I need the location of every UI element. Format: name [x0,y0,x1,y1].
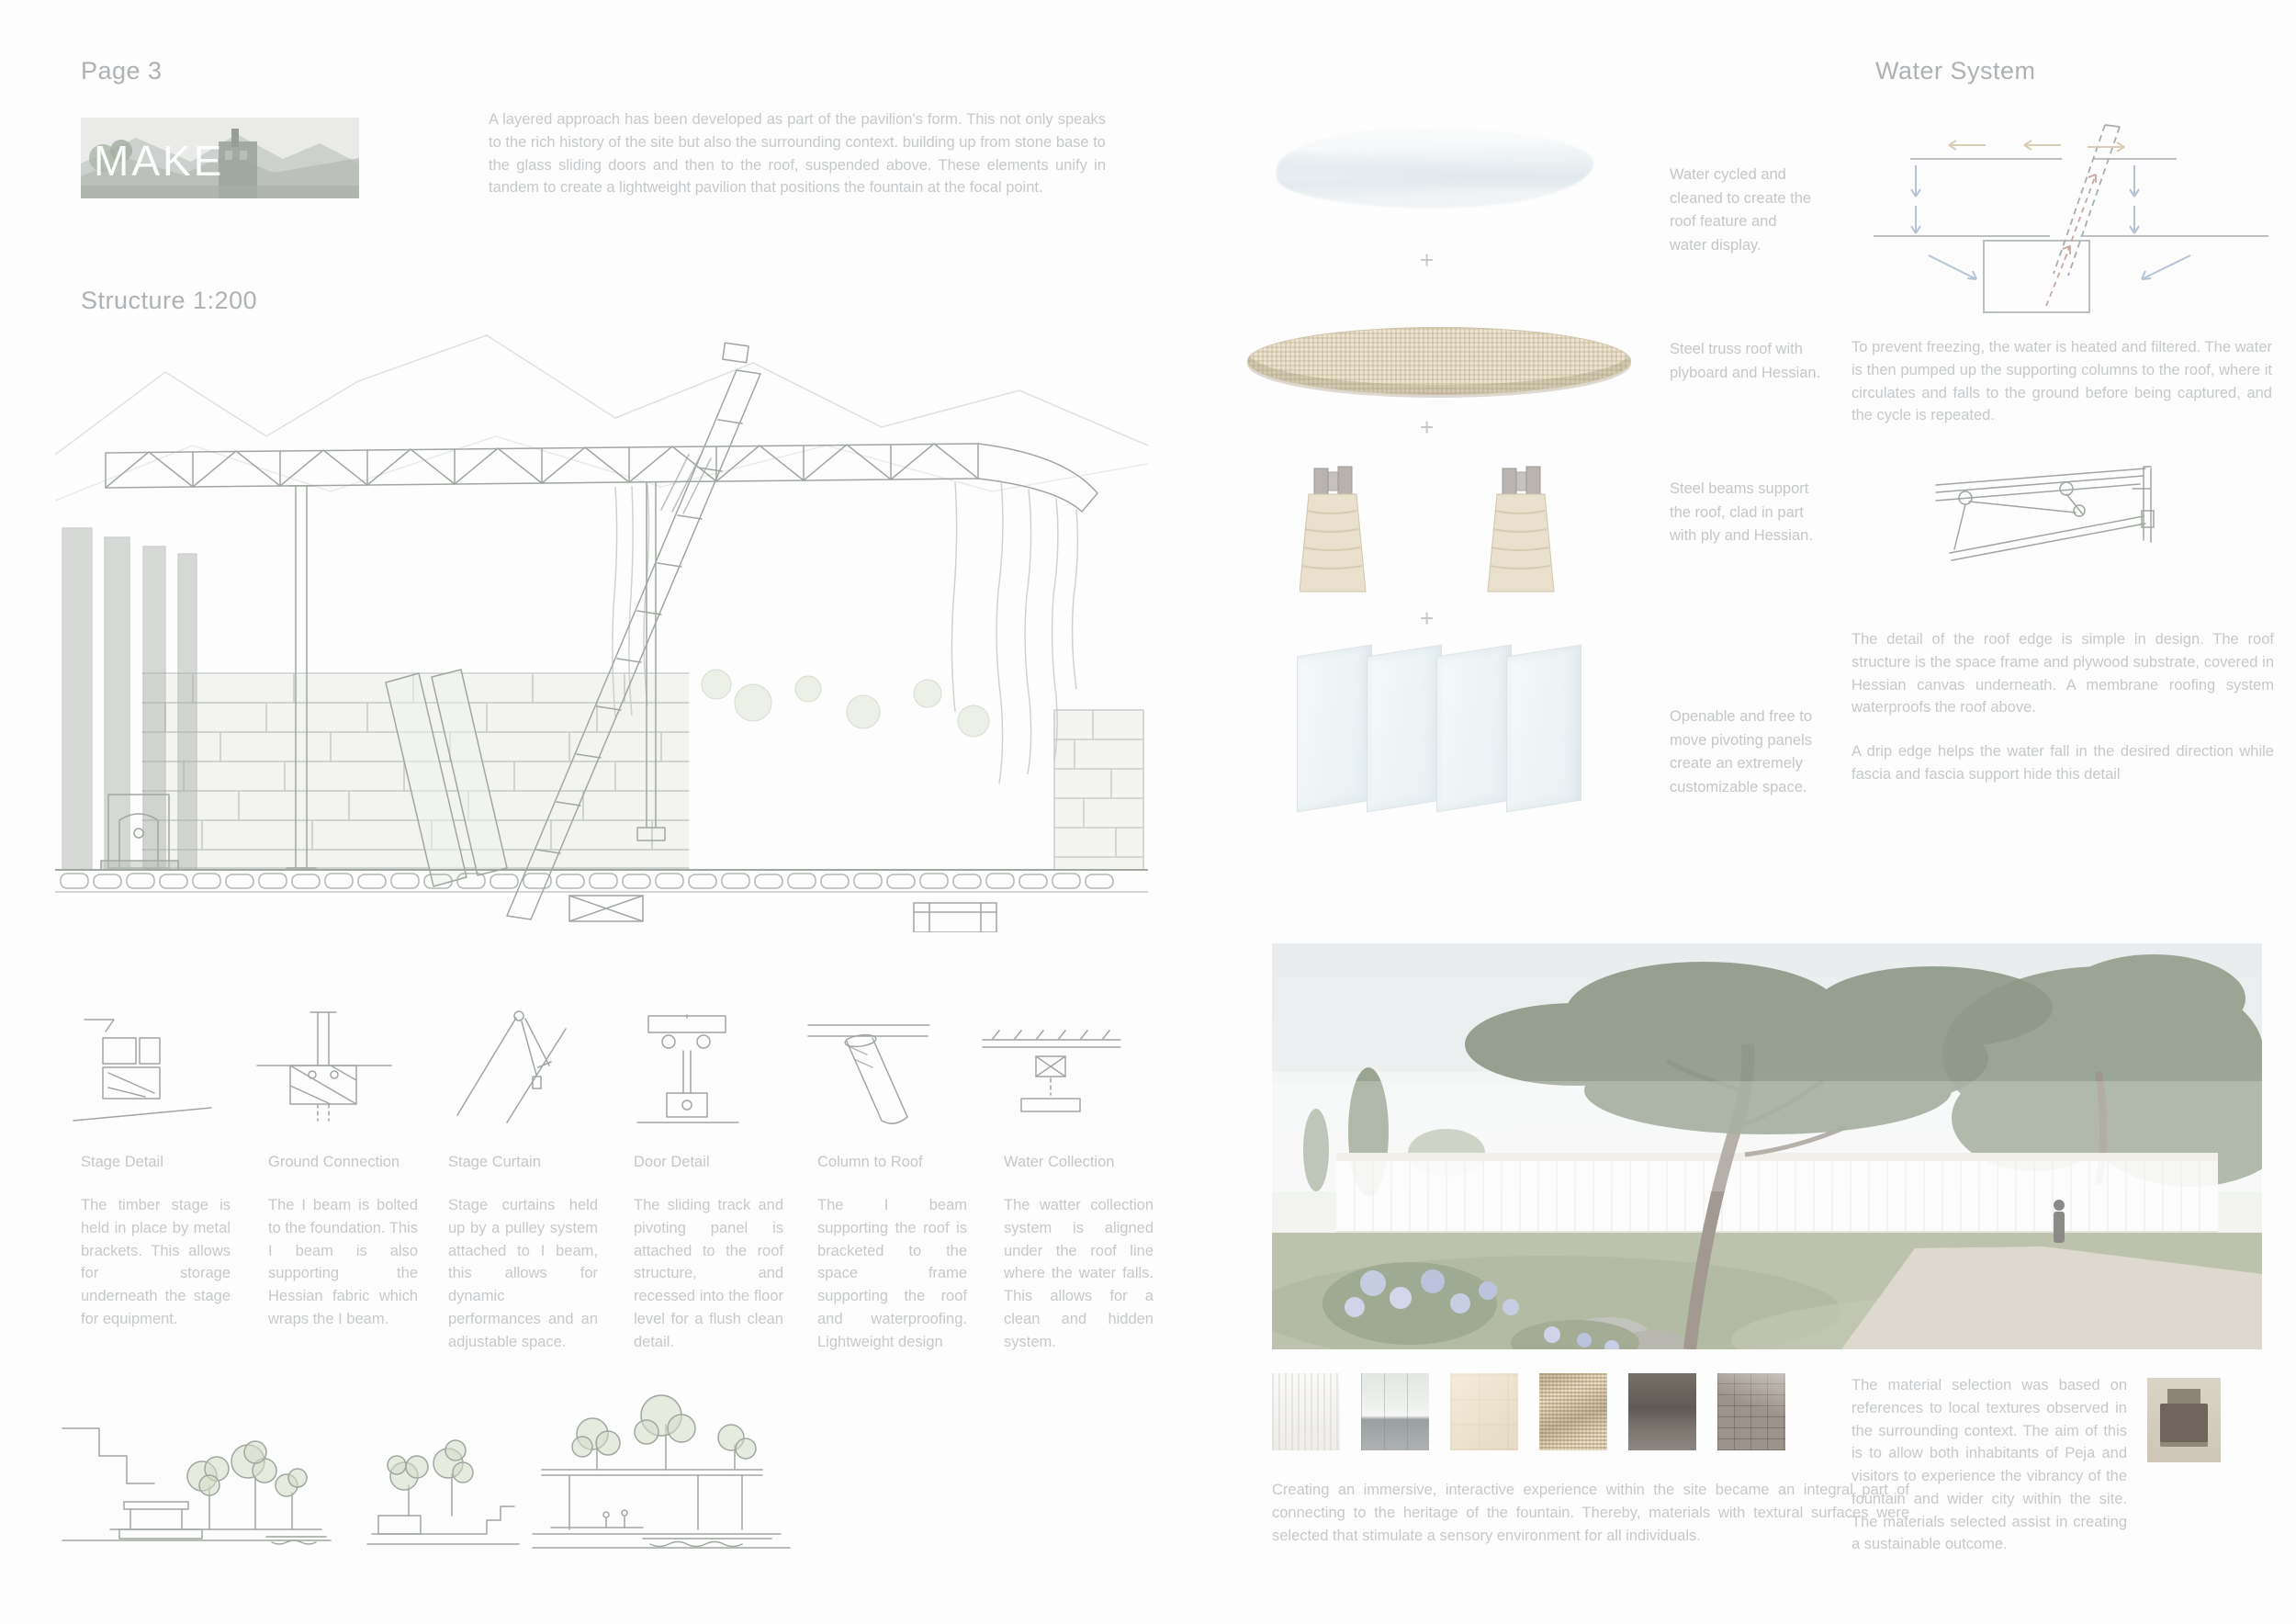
hessian-columns-illustration [1300,457,1575,593]
roof-edge-detail-sketch [1927,459,2156,602]
fountain-photo-basin [2160,1404,2208,1442]
exploded-caption-panels: Openable and free to move pivoting panels create an extremely customizable space. [1670,708,1813,795]
stage-curtain-sketch [428,999,584,1137]
intro-paragraph: A layered approach has been developed as part of the pavilion's form. This not only speaks to the rich history of the site but also the surrounding context. building up from stone base to the glass sliding doors and then to the roof, suspended above. These elements unify in tandem to create a lightweight pavilion that positions the fountain at the focal point. [489,111,1106,197]
structure-section-drawing [55,317,1148,932]
hessian-roof-disc [1247,327,1631,395]
material-swatch-stone-tiles [1450,1373,1518,1450]
immersive-paragraph: Creating an immersive, interactive experience within the site became an integral part of connecting to the heritage of the fountain. Thereby, materials with textural surfaces were selected that stimulate a sensory environment for all individuals. [1272,1482,1909,1544]
plus-separator: + [1420,604,1435,632]
detail-paragraph: The watter collection system is aligned under the roof line where the water falls. This allows for a clean and hidden system. [1004,1197,1154,1350]
drip-edge-paragraph: A drip edge helps the water fall in the desired direction while fascia and fascia support hide this detail [1851,743,2274,783]
fountain-photo [2147,1378,2221,1462]
plus-separator: + [1420,246,1435,274]
detail-caption: Stage Detail [81,1154,163,1170]
material-swatch-hessian-fabric [1539,1373,1607,1450]
pavilion-render-image [1272,943,2262,1349]
detail-caption: Water Collection [1004,1154,1115,1170]
detail-caption: Stage Curtain [448,1154,541,1170]
detail-caption: Door Detail [634,1154,710,1170]
roof-edge-paragraph: The detail of the roof edge is simple in design. The roof structure is the space frame and plywood substrate, covered in Hessian canvas underneath. A membrane roofing system waterproofs the roof above. [1851,631,2274,716]
exploded-caption-water: Water cycled and cleaned to create the roof feature and water display. [1670,166,1812,254]
page-title: Page 3 [81,57,163,85]
water-system-title: Water System [1875,57,2036,85]
material-swatch-brick-paving [1717,1373,1785,1450]
freeze-paragraph: To prevent freezing, the water is heated and filtered. The water is then pumped up the supporting columns to the roof, where it circulates and falls to the ground before being captured, and the cycle is repeated. [1851,339,2272,424]
make-logo-text: MAKE [94,137,225,185]
detail-paragraph: The I beam supporting the roof is bracketed to the space frame supporting the roof and waterproofing. Lightweight design [817,1197,967,1350]
material-selection-paragraph: The material selection was based on references to local textures observed in the surrounding context. The aim of this is to allow both inhabitants of Peja and visitors to experience the vibrancy of the fountain and wider city within the site. The materials selected assist in creating a sustainable outcome. [1851,1377,2127,1553]
fountain-photo-pediment [2167,1389,2200,1404]
glass-panels-illustration [1297,643,1591,818]
plus-separator: + [1420,413,1435,441]
stage-detail-sketch [64,999,220,1137]
make-logo-banner [81,118,359,198]
material-swatch-sheer-curtain [1272,1373,1340,1450]
material-swatch-concrete [1628,1373,1696,1450]
water-cycle-diagram [1874,118,2268,331]
glass-panel [1297,645,1372,813]
column-to-roof-sketch [792,999,948,1137]
detail-caption: Column to Roof [817,1154,923,1170]
detail-caption: Ground Connection [268,1154,400,1170]
glass-panel [1367,645,1442,813]
exploded-caption-beams: Steel beams support the roof, clad in part with ply and Hessian. [1670,480,1813,545]
detail-paragraph: Stage curtains held up by a pulley system attached to I beam, this allows for dynamic performances and an adjustable space. [448,1197,598,1350]
water-wash-illustration [1277,129,1593,208]
glass-panel [1436,645,1512,813]
material-swatch-glass-facade [1361,1373,1429,1450]
water-collection-sketch [974,999,1130,1137]
door-detail-sketch [610,999,766,1137]
detail-paragraph: The timber stage is held in place by metal brackets. This allows for storage underneath the stage for equipment. [81,1197,231,1327]
ground-connection-sketch [246,999,402,1137]
site-section-sketches [55,1364,1157,1612]
exploded-caption-roof: Steel truss roof with plyboard and Hessian. [1670,341,1821,381]
detail-paragraph: The sliding track and pivoting panel is attached to the roof structure, and recessed into the floor level for a flush clean detail. [634,1197,783,1350]
glass-panel [1506,645,1581,813]
detail-paragraph: The I beam is bolted to the foundation. This I beam is also supporting the Hessian fabric which wraps the I beam. [268,1197,418,1327]
structure-section-title: Structure 1:200 [81,287,258,314]
